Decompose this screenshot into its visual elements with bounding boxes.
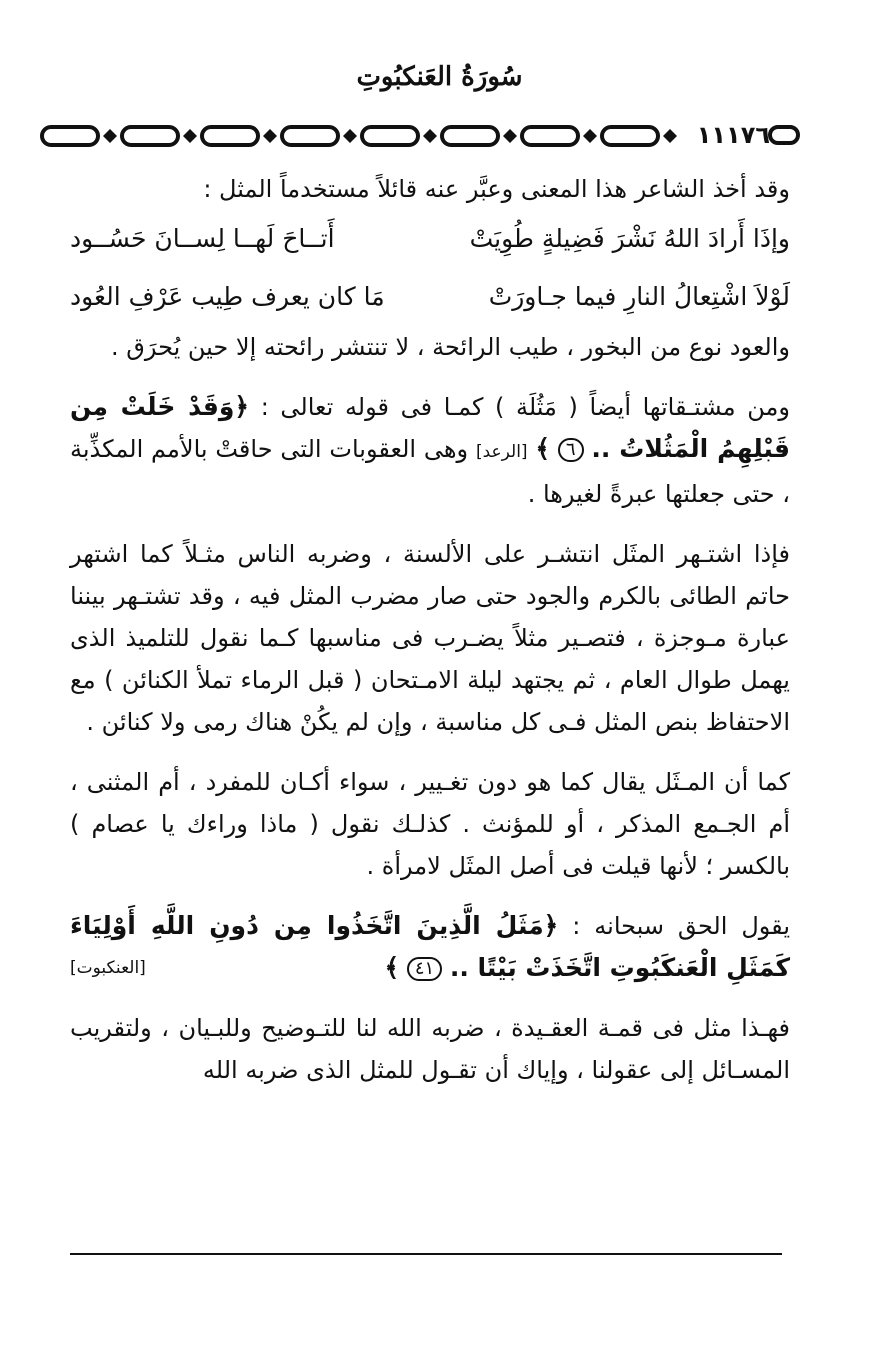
poem-line (70, 210, 790, 268)
hemistich-second: مَا كان يعرف طِيب عَرْفِ العُود (70, 282, 385, 311)
page-body (70, 168, 790, 1091)
hemistich-first: وإذَا أَرادَ اللهُ نَشْرَ فَضِيلةٍ طُوِيَتْ (469, 224, 790, 253)
ornament-end-cap (768, 125, 800, 145)
quran-verse: ﴿وَقَدْ خَلَتْ مِن قَبْلِهِمُ الْمَثُلاتُ .. (70, 392, 790, 463)
quran-verse: ﴿مَثَلُ الَّذِينَ اتَّخَذُوا مِن دُونِ اللَّهِ أَوْلِيَاءَ كَمَثَلِ الْعَنكَبُوتِ اتَّخَذَتْ بَيْتًا .. (70, 911, 790, 982)
ornamental-chain-rule (38, 121, 688, 151)
paragraph: كما أن المـثَل يقال كما هو دون تغـيير ، سواء أكـان للمفرد ، أم المثنى ، أم الجـمع المذكر ، أو للمؤنث . كذلـك نقول ( ماذا وراءك يا عصام ) بالكسر ؛ لأنها قيلت فى أصل المثَل لامرأة . (70, 768, 790, 880)
paragraph: فهـذا مثل فى قمـة العقـيدة ، ضربه الله لنا للتـوضيح وللبـيان ، ولتقريب المسـائل إلى عقولنا ، وإياك أن تقـول للمثل الذى ضربه الله (70, 1014, 790, 1084)
paragraph: وقد أخذ الشاعر هذا المعنى وعبَّر عنه قائلاً مستخدماً المثل : (203, 175, 790, 203)
paragraph-with-verse (70, 905, 790, 989)
poem-line (70, 268, 790, 326)
paragraph-with-verse (70, 386, 790, 515)
page-number: ١١١٧٦ (696, 121, 770, 149)
paragraph-text: يقول الحق سبحانه : (572, 912, 790, 940)
ayah-number: ٦ (558, 438, 584, 462)
surah-reference: [العنكبوت] (70, 958, 146, 978)
paragraph-text: وهى العقوبات التى حاقتْ بالأمم المكذِّبة ، حتى جعلتها عبرةً لغيرها . (70, 435, 790, 508)
paragraph: والعود نوع من البخور ، طيب الرائحة ، لا تنتشر رائحته إلا حين يُحرَق . (110, 333, 790, 361)
hemistich-second: أَتــاحَ لَهــا لِســانَ حَسُــود (70, 224, 335, 253)
hemistich-first: لَوْلاَ اشْتِعالُ النارِ فيما جـاورَتْ (488, 282, 790, 311)
verse-close-bracket: ﴾ (535, 434, 551, 463)
footer-divider (70, 1253, 782, 1255)
verse-close-bracket: ﴾ (384, 953, 400, 982)
surah-title: سُورَةُ العَنكبُوتِ (356, 62, 523, 92)
poem (70, 210, 790, 326)
paragraph-text: ومن مشتـقاتها أيضاً ( مَثُلَة ) كمـا فى قوله تعالى : (260, 393, 790, 421)
surah-reference: [الرعد] (475, 442, 528, 462)
paragraph: فإذا اشتـهر المثَل انتشـر على الألسنة ، وضربه الناس مثـلاً كما اشتهر حاتم الطائى بالكرم والجود حتى صار مضرب المثل فيه ، وقد تشتـهر بيننا عبارة مـوجزة ، فتصـير مثلاً يضـرب فى مناسبها كـما نقول للتلميذ الذى يهمل طوال العام ، ثم يجتهد ليلة الامـتحان ( قبل الرماء تملأ الكنائن ) مع الاحتفاظ بنص المثل فـى كل مناسبة ، وإن لم يكُنْ هناك رمى ولا كنائن . (70, 540, 790, 736)
ayah-number: ٤١ (407, 957, 442, 981)
